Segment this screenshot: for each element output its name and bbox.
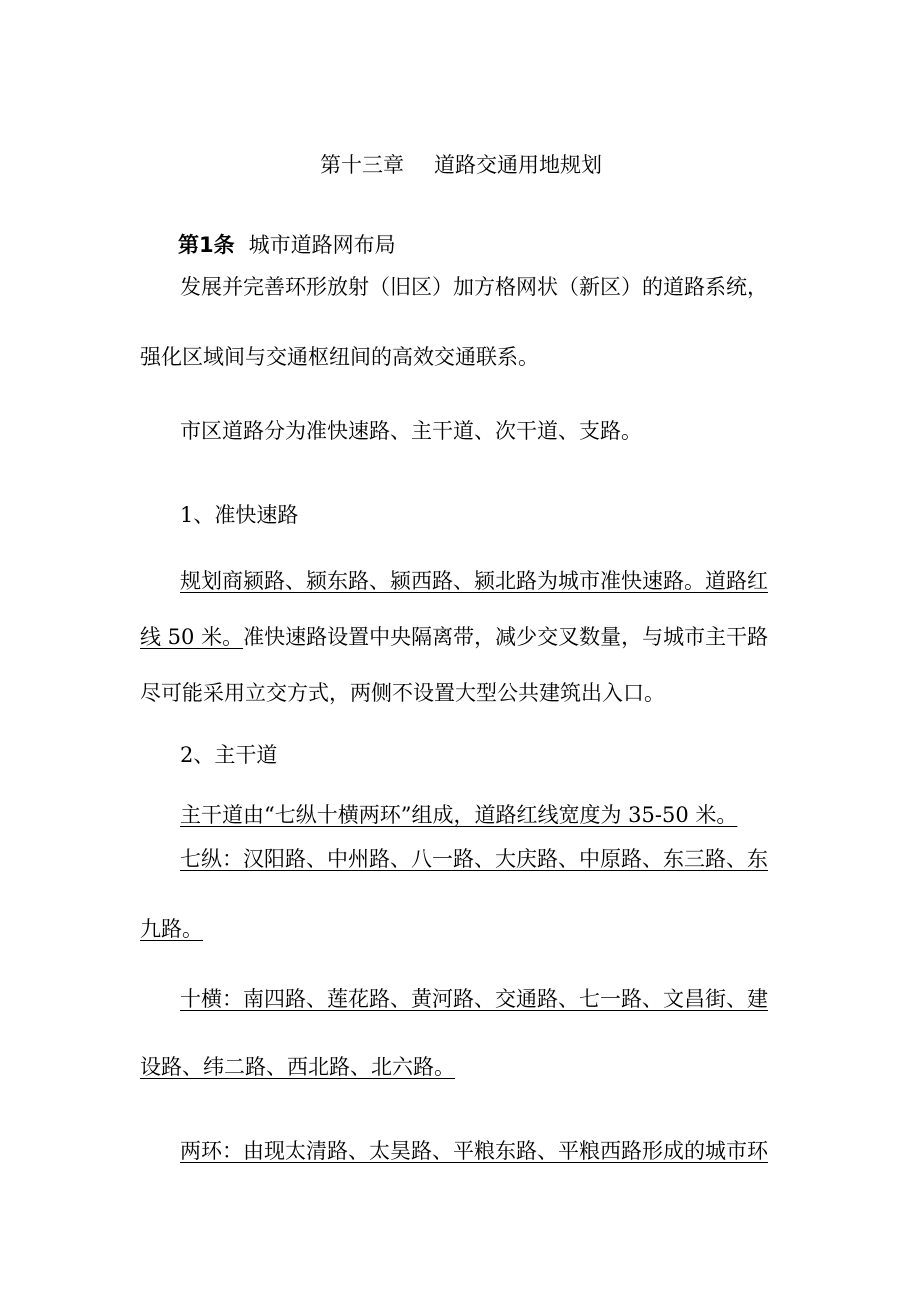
paragraph-line: 设路、纬二路、西北路、北六路。 <box>140 1055 455 1079</box>
paragraph-line: 七纵：汉阳路、中州路、八一路、大庆路、中原路、东三路、东 <box>180 847 768 871</box>
paragraph-line: 两环：由现太清路、太昊路、平粮东路、平粮西路形成的城市环 <box>180 1139 768 1163</box>
article-label: 第1条 <box>178 233 235 257</box>
paragraph-line: 尽可能采用立交方式，两侧不设置大型公共建筑出入口。 <box>140 681 665 705</box>
article-title: 城市道路网布局 <box>248 233 396 257</box>
paragraph-line: 规划商颍路、颍东路、颍西路、颍北路为城市准快速路。道路红 <box>180 569 768 593</box>
section-heading: 1、准快速路 <box>180 503 299 527</box>
chapter-heading <box>320 152 602 178</box>
article-heading <box>178 232 396 258</box>
paragraph-line <box>140 624 768 650</box>
paragraph-line: 市区道路分为准快速路、主干道、次干道、支路。 <box>180 419 642 443</box>
paragraph-line: 发展并完善环形放射（旧区）加方格网状（新区）的道路系统， <box>180 275 768 299</box>
paragraph-line: 强化区域间与交通枢纽间的高效交通联系。 <box>140 345 539 369</box>
underlined-text: 线 50 米。 <box>140 625 244 649</box>
section-heading: 2、主干道 <box>180 743 278 767</box>
paragraph-line: 十横：南四路、莲花路、黄河路、交通路、七一路、文昌街、建 <box>180 987 768 1011</box>
chapter-number: 第十三章 <box>320 153 404 177</box>
paragraph-line: 九路。 <box>140 917 203 941</box>
paragraph-line: 主干道由“七纵十横两环”组成，道路红线宽度为 35-50 米。 <box>180 803 738 827</box>
chapter-name: 道路交通用地规划 <box>434 153 602 177</box>
plain-text: 准快速路设置中央隔离带，减少交叉数量，与城市主干路 <box>243 625 769 649</box>
